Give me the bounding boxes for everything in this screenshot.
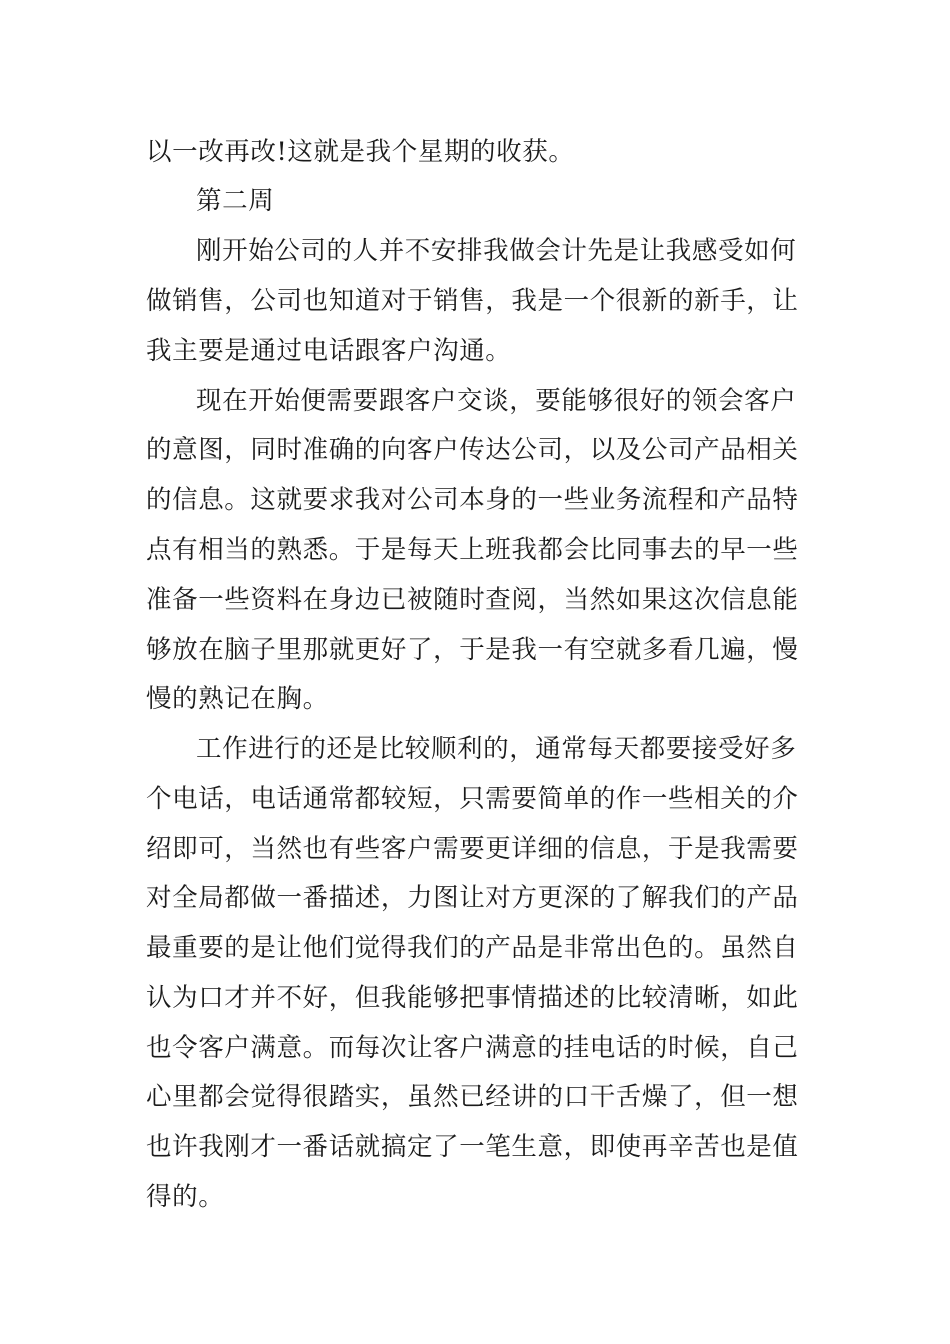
text-line: 以一改再改!这就是我个星期的收获。 [146,137,575,167]
text-line: 最重要的是让他们觉得我们的产品是非常出色的。虽然自 [146,933,799,963]
text-line: 现在开始便需要跟客户交谈，要能够很好的领会客户 [196,386,797,416]
text-line: 点有相当的熟悉。于是每天上班我都会比同事去的早一些 [146,535,799,565]
text-line: 也令客户满意。而每次让客户满意的挂电话的时候，自己 [146,1033,799,1063]
text-line: 认为口才并不好，但我能够把事情描述的比较清晰，如此 [146,983,799,1013]
text-line: 慢的熟记在胸。 [146,684,329,714]
text-line: 绍即可，当然也有些客户需要更详细的信息，于是我需要 [146,834,799,864]
text-line: 对全局都做一番描述，力图让对方更深的了解我们的产品 [146,883,799,913]
text-line: 也许我刚才一番话就搞定了一笔生意，即使再辛苦也是值 [146,1132,799,1162]
text-line: 心里都会觉得很踏实，虽然已经讲的口干舌燥了，但一想 [146,1082,799,1112]
text-line: 得的。 [146,1182,225,1212]
text-line: 做销售，公司也知道对于销售，我是一个很新的新手，让 [146,286,799,316]
text-line: 个电话，电话通常都较短，只需要简单的作一些相关的介 [146,784,799,814]
section-heading: 第二周 [196,186,275,216]
text-line: 工作进行的还是比较顺利的，通常每天都要接受好多 [196,734,797,764]
text-line: 刚开始公司的人并不安排我做会计先是让我感受如何 [196,236,797,266]
text-line: 够放在脑子里那就更好了，于是我一有空就多看几遍，慢 [146,635,799,665]
text-line: 我主要是通过电话跟客户沟通。 [146,336,512,366]
text-line: 的意图，同时准确的向客户传达公司，以及公司产品相关 [146,435,799,465]
text-line: 准备一些资料在身边已被随时查阅，当然如果这次信息能 [146,585,799,615]
text-line: 的信息。这就要求我对公司本身的一些业务流程和产品特 [146,485,799,515]
